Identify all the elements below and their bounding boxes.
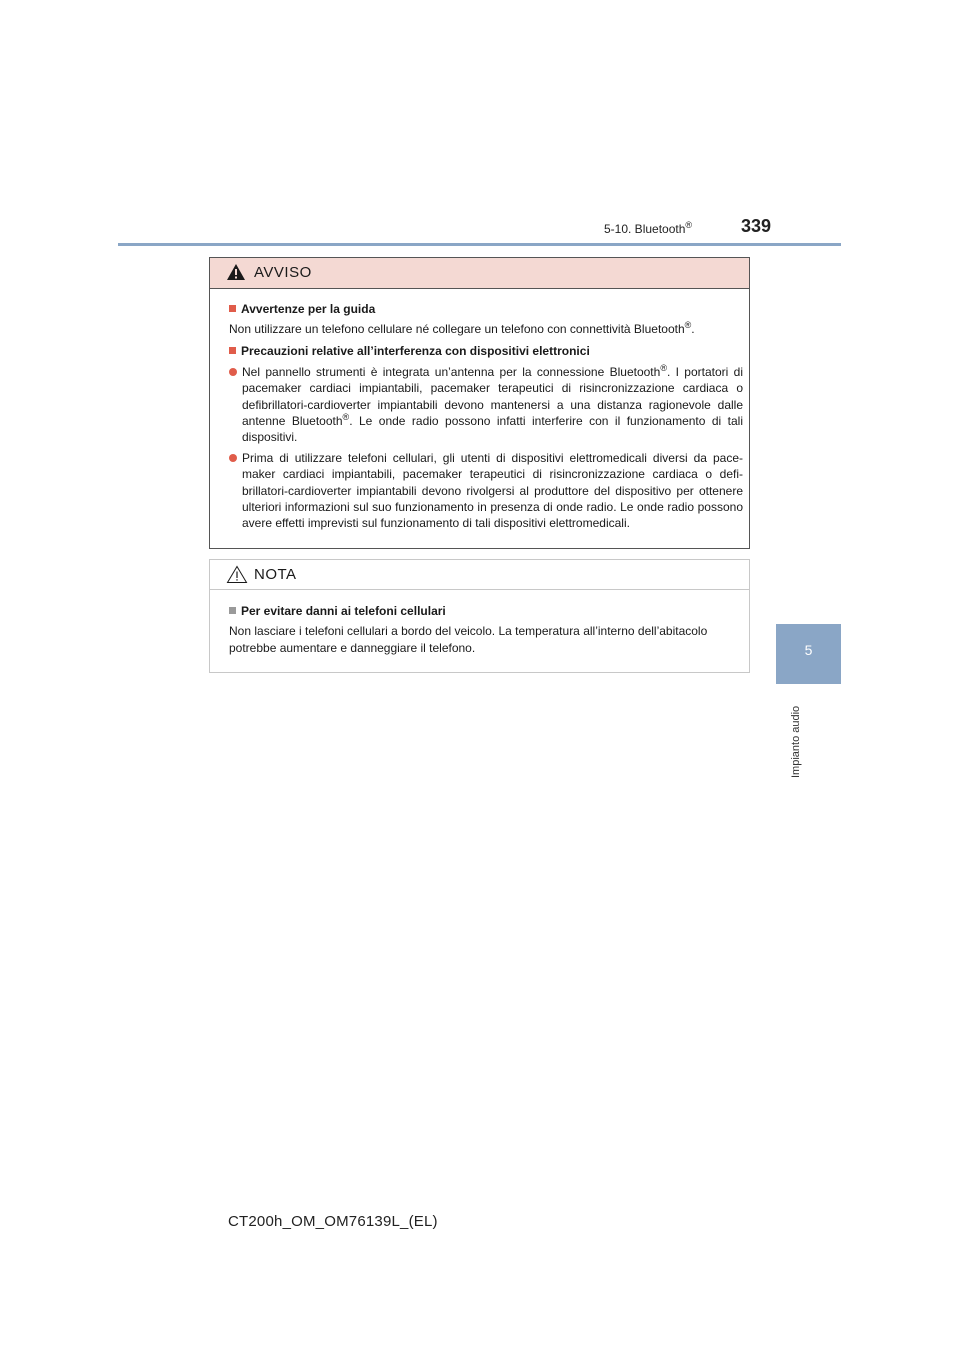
warning-box — [209, 257, 750, 549]
warning-bullet-devices-text: Prima di utilizzare telefoni cellulari, gli utenti di dispositivi elettromedicali diversi da pace-maker cardiaci impiantabili, pacemaker terapeutici di risincronizzazione cardiaca o defi-brillatori-cardioverter impiantabili devono rivolgersi al produttore del dispositivo per ottenere ulteriori informazioni sul suo funzionamento in presenza di onde radio. Le onde radio possono avere effetti imprevisti sul funzionamento di tali dispositivi elettromedicali. — [242, 451, 743, 531]
chapter-tab-number: 5 — [804, 642, 813, 658]
header-rule — [118, 243, 841, 246]
note-box — [209, 559, 750, 673]
warning-bullet-antenna-text: Nel pannello strumenti è integrata un’antenna per la connessione Bluetooth®. I portatori di pacemaker cardiaci impiantabili, pacemaker terapeutici di risincronizzazione cardiaca o defibrillatori-cardioverter impiantabili devono mantenersi a una distanza ragionevole dalle antenne Bluetooth®. Le onde radio possono infatti interferire con il funzionamento di tali dispositivi. — [242, 363, 743, 445]
warning-header — [210, 258, 749, 289]
document-code: CT200h_OM_OM76139L_(EL) — [228, 1213, 438, 1230]
chapter-tab — [776, 624, 841, 684]
note-title: NOTA — [254, 566, 297, 583]
note-heading: Per evitare danni ai telefoni cellulari — [229, 604, 446, 618]
warning-heading-driving: Avvertenze per la guida — [229, 302, 375, 316]
warning-para-driving: Non utilizzare un telefono cellulare né collegare un telefono con connettività Bluetooth®. — [229, 320, 695, 336]
square-bullet-icon — [229, 305, 236, 312]
chapter-tab-label: Impianto audio — [790, 705, 802, 778]
caution-outline-icon — [226, 565, 248, 584]
warning-heading-interference: Precauzioni relative all’interferenza con dispositivi elettronici — [229, 344, 590, 358]
warning-title: AVVISO — [254, 264, 312, 281]
square-bullet-icon — [229, 607, 236, 614]
warning-icon — [226, 263, 246, 281]
page-number: 339 — [741, 216, 772, 236]
note-para: Non lasciare i telefoni cellulari a bordo del veicolo. La temperatura all’interno dell’abitacolo potrebbe aumentare e danneggiare il telefono. — [229, 624, 708, 655]
warning-bullet-devices — [242, 450, 743, 531]
bullet-dot-icon — [229, 454, 237, 462]
bullet-dot-icon — [229, 368, 237, 376]
note-header — [210, 560, 749, 590]
warning-bullet-antenna — [242, 364, 743, 445]
section-title: 5-10. Bluetooth® — [604, 220, 693, 236]
square-bullet-icon — [229, 347, 236, 354]
